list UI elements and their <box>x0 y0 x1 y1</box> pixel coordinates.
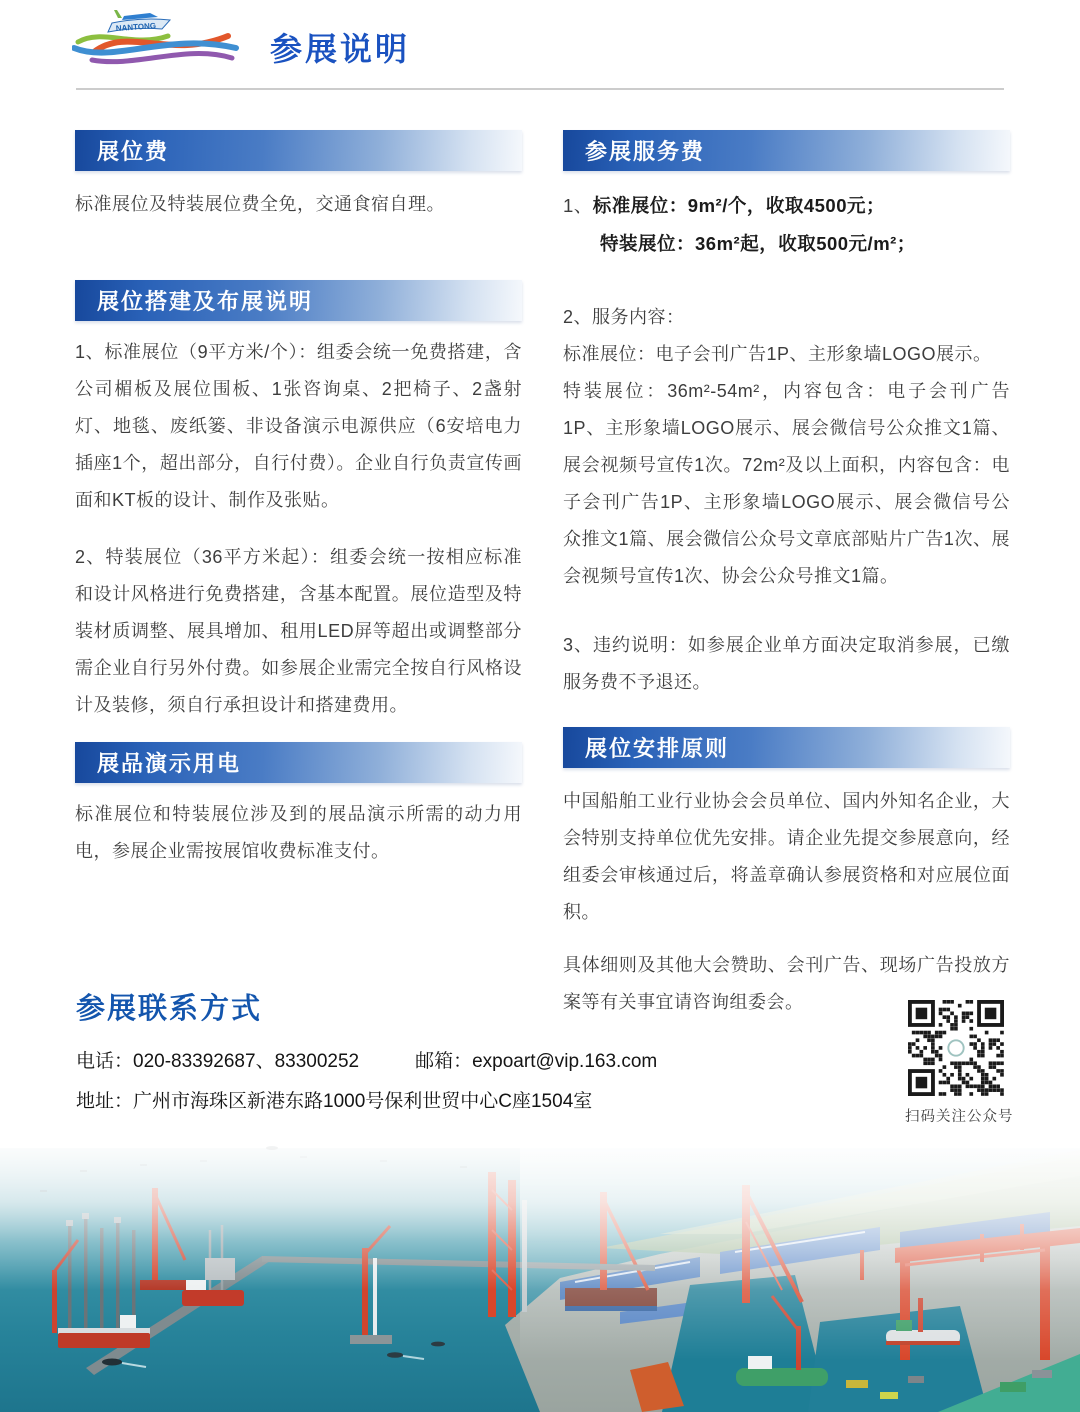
arrangement-paragraph-1: 中国船舶工业行业协会会员单位、国内外知名企业，大会特别支持单位优先安排。请企业先提交参展意向，经组委会审核通过后，将盖章确认参展资格和对应展位面积。 <box>563 791 1010 922</box>
setup-paragraph-1: 1、标准展位（9平方米/个）：组委会统一免费搭建，含公司楣板及展位围板、1张咨询桌、2把椅子、2盏射灯、地毯、废纸篓、非设备演示电源供应（6安培电力插座1个，超出部分，自行付费）。企业自行负责宣传画面和KT板的设计、制作及张贴。 <box>75 342 522 510</box>
item1-standard: 标准展位：9m²/个，收取4500元； <box>592 195 885 216</box>
setup-paragraph-2: 2、特装展位（36平方米起）：组委会统一按相应标准和设计风格进行免费搭建，含基本配置。展位造型及特装材质调整、展具增加、租用LED屏等超出或调整部分需企业自行另外付费。如参展企业需完全按自行风格设计及装修，须自行承担设计和搭建费用。 <box>75 547 522 715</box>
section-bar-power: 展品演示用电 <box>75 742 522 783</box>
contact-email: 邮箱：expoart@vip.163.com <box>415 1051 658 1072</box>
shipyard-photo <box>0 1130 1080 1412</box>
page-title: 参展说明 <box>270 31 411 67</box>
nantong-logo <box>72 6 242 76</box>
service-content <box>563 299 1010 595</box>
service-content-title: 2、服务内容： <box>563 307 685 327</box>
service-content-special: 特装展位：36m²-54m²，内容包含：电子会刊广告1P、主形象墙LOGO展示、展会微信号公众推文1篇、展会视频号宣传1次。72m²及以上面积，内容包含：电子会刊广告1P、主形象墙LOGO展示、展会微信号公众推文1篇、展会微信公众号文章底部贴片广告1次、展会视频号宣传1次、协会公众号推文1篇。 <box>563 381 1010 586</box>
logo-mast <box>114 10 122 18</box>
qr-caption: 扫码关注公众号 <box>905 1109 1014 1125</box>
booth-fee-body: 标准展位及特装展位费全免，交通食宿自理。 <box>75 194 445 214</box>
header-divider <box>76 88 1004 90</box>
photo-haze-right <box>520 1130 1080 1360</box>
section-bar-setup: 展位搭建及布展说明 <box>75 280 522 321</box>
header <box>72 6 410 76</box>
section-bar-service-fee: 参展服务费 <box>563 130 1010 171</box>
service-fee-item1 <box>563 187 1010 263</box>
breach-note: 3、违约说明：如参展企业单方面决定取消参展，已缴服务费不予退还。 <box>563 635 1010 692</box>
right-column <box>563 130 1010 1021</box>
power-body: 标准展位和特装展位涉及到的展品演示所需的动力用电，参展企业需按展馆收费标准支付。 <box>75 804 522 861</box>
qr-code <box>908 1000 1004 1096</box>
contact-heading: 参展联系方式 <box>76 993 263 1025</box>
service-content-standard: 标准展位：电子会刊广告1P、主形象墙LOGO展示。 <box>563 344 992 364</box>
service-fee-line2: 特装展位：36m²起，收取500元/m²； <box>600 233 916 254</box>
left-column <box>75 130 522 870</box>
section-bar-booth-fee: 展位费 <box>75 130 522 171</box>
contact-section <box>76 986 876 1117</box>
contact-phone: 电话：020-83392687、83300252 <box>76 1051 360 1072</box>
service-fee-line1 <box>563 187 1010 225</box>
contact-address: 地址：广州市海珠区新港东路1000号保利世贸中心C座1504室 <box>76 1091 593 1112</box>
contact-row-1 <box>76 1047 876 1077</box>
section-bar-arrangement: 展位安排原则 <box>563 727 1010 768</box>
qr-block <box>905 1000 1014 1126</box>
logo-text: NANTONG <box>115 21 157 33</box>
arrangement-paragraph-2: 具体细则及其他大会赞助、会刊广告、现场广告投放方案等有关事宜请咨询组委会。 <box>563 955 1010 1012</box>
item1-prefix: 1、 <box>563 195 593 216</box>
